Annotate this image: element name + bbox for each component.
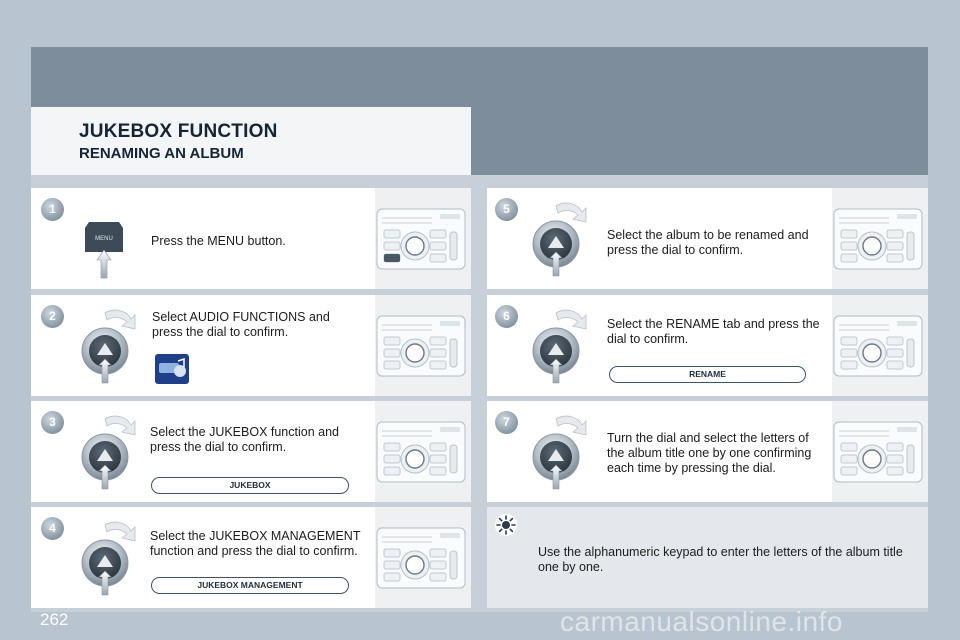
step-number-badge: 4 <box>41 517 64 540</box>
step-number-badge: 2 <box>41 305 64 328</box>
dial-press-icon <box>526 200 590 280</box>
step-3-text: Select the JUKEBOX function and press the dial to confirm. <box>150 425 339 454</box>
dial-press-icon <box>75 413 139 493</box>
sun-tip-icon <box>494 513 518 537</box>
step-3-panel <box>31 401 471 502</box>
jukebox-tab: JUKEBOX <box>151 477 349 494</box>
step-7-panel <box>487 401 928 502</box>
step-6-text: Select the RENAME tab and press the dial to confirm. <box>607 317 820 346</box>
audio-functions-icon <box>154 353 190 385</box>
dial-turn-icon <box>526 413 590 493</box>
step-2-text: Select AUDIO FUNCTIONS and press the dial to confirm. <box>152 310 330 339</box>
radio-device-icon <box>376 315 466 377</box>
step-number-badge: 1 <box>41 198 64 221</box>
radio-device-icon <box>376 208 466 270</box>
step-6-panel <box>487 295 928 396</box>
dial-press-icon <box>75 519 139 599</box>
step-number-badge: 5 <box>495 198 518 221</box>
step-number-badge: 3 <box>41 411 64 434</box>
step-5-text: Select the album to be renamed and press the dial to confirm. <box>607 228 809 257</box>
page-number: 262 <box>40 610 69 629</box>
radio-device-icon <box>376 421 466 483</box>
tip-panel <box>487 507 928 608</box>
dial-press-icon <box>526 307 590 387</box>
menu-button-icon <box>79 218 129 280</box>
step-1-text: Press the MENU button. <box>151 234 286 248</box>
radio-device-icon <box>833 208 923 270</box>
menu-button-label: MENU <box>95 236 113 242</box>
page-subtitle: RENAMING AN ALBUM <box>79 145 244 162</box>
step-2-panel <box>31 295 471 396</box>
rename-tab: RENAME <box>609 366 806 383</box>
step-number-badge: 7 <box>495 411 518 434</box>
step-number-badge: 6 <box>495 305 518 328</box>
step-5-panel <box>487 188 928 289</box>
radio-device-icon <box>833 315 923 377</box>
title-box <box>31 107 471 175</box>
step-4-text: Select the JUKEBOX MANAGEMENT function and press the dial to confirm. <box>150 529 361 558</box>
radio-device-icon <box>833 421 923 483</box>
step-4-panel <box>31 507 471 608</box>
dial-press-icon <box>75 307 139 387</box>
tip-text: Use the alphanumeric keypad to enter the letters of the album title one by one. <box>538 545 903 574</box>
watermark: carmanualsonline.info <box>560 606 843 637</box>
radio-device-icon <box>376 527 466 589</box>
step-7-text: Turn the dial and select the letters of the album title one by one confirming each time by pressing the dial. <box>607 431 812 475</box>
jukebox-management-tab: JUKEBOX MANAGEMENT <box>151 577 349 594</box>
page-title: JUKEBOX FUNCTION <box>79 121 278 142</box>
step-1-panel <box>31 188 471 289</box>
